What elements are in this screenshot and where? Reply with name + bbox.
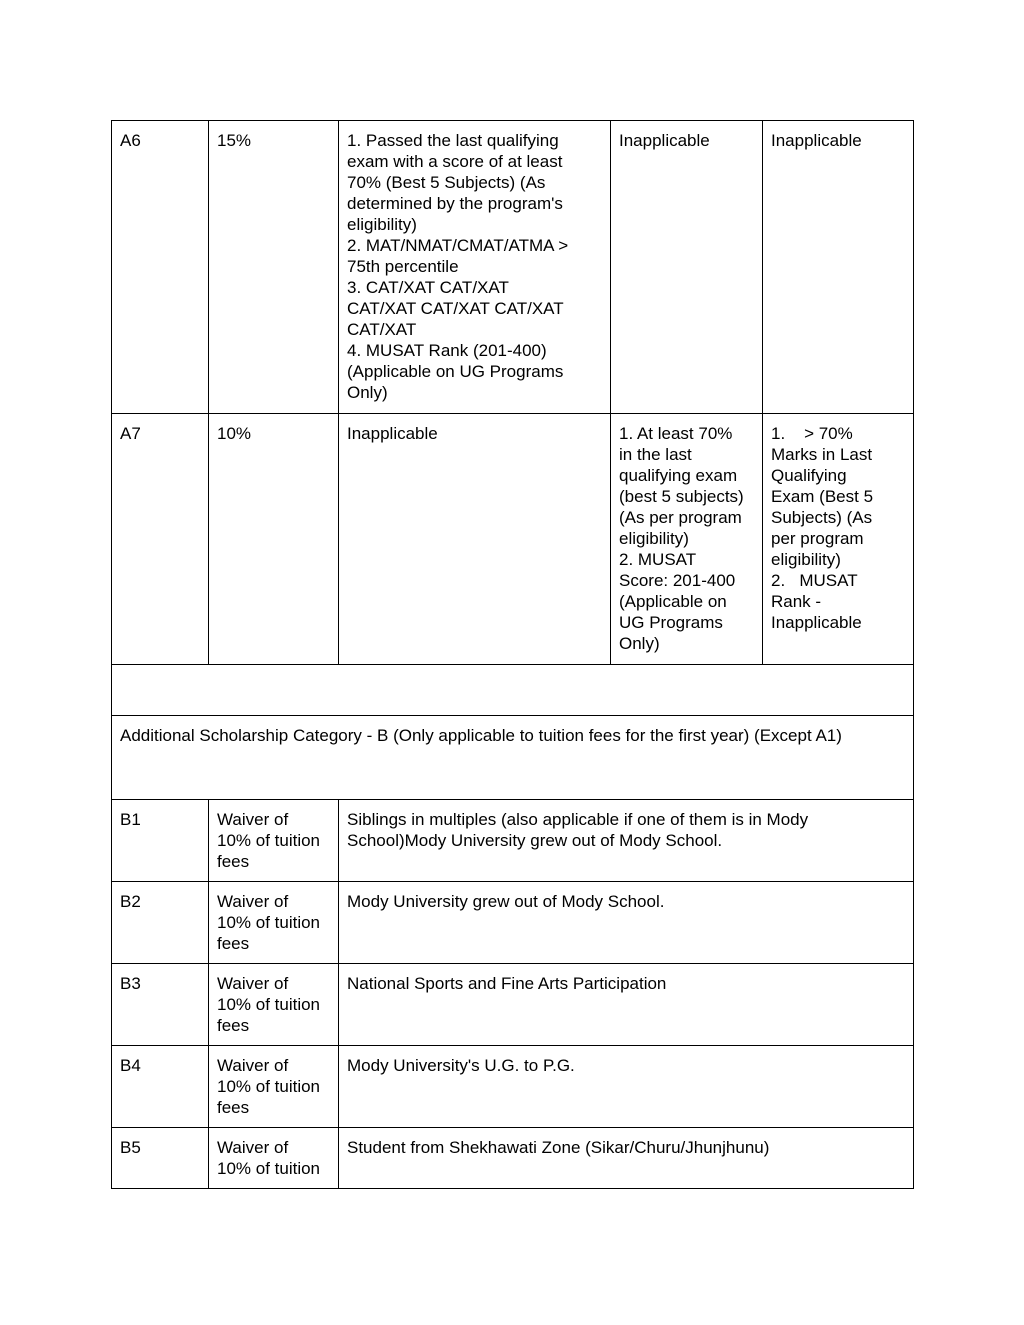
row-code-text: B3	[120, 974, 141, 993]
blank-cell	[112, 665, 914, 716]
criteria-line: 4. MUSAT Rank (201-400)	[347, 341, 547, 360]
category-b-heading-text: Additional Scholarship Category - B (Only applicable to tuition fees for the first year) (Except A1)	[120, 726, 842, 745]
waiver-line: 10% of tuition	[217, 1159, 321, 1178]
col5-line: Subjects) (As	[771, 508, 873, 527]
row-code	[112, 1046, 209, 1128]
waiver-line: fees	[217, 1098, 250, 1117]
row-description	[339, 964, 914, 1046]
row-code-text: B1	[120, 810, 141, 829]
waiver-line: 10% of tuition	[217, 831, 321, 850]
row-waiver	[209, 1128, 339, 1189]
col4-line: in the last	[619, 445, 692, 464]
col4-line: (Applicable on	[619, 592, 727, 611]
description-line: Siblings in multiples (also applicable if one of them is in Mody	[347, 810, 809, 829]
table-row-b1	[112, 800, 914, 882]
row-code	[112, 800, 209, 882]
row-percent-text: 10%	[217, 424, 252, 443]
table-row-a7	[112, 414, 914, 665]
criteria-line: 1. Passed the last qualifying	[347, 131, 559, 150]
criteria-line: determined by the program's	[347, 194, 563, 213]
row-code-text: B2	[120, 892, 141, 911]
table-row-a6	[112, 121, 914, 414]
description-line: Student from Shekhawati Zone (Sikar/Churu/Jhunjhunu)	[347, 1138, 770, 1157]
row-percent	[209, 414, 339, 665]
row-description	[339, 800, 914, 882]
col5-line: per program	[771, 529, 864, 548]
row-percent-text: 15%	[217, 131, 252, 150]
row-percent	[209, 121, 339, 414]
col4-line: 1. At least 70%	[619, 424, 733, 443]
description-line: Mody University grew out of Mody School.	[347, 892, 665, 911]
col5-line: 2. MUSAT	[771, 571, 858, 590]
waiver-line: Waiver of	[217, 892, 289, 911]
col4-line: UG Programs	[619, 613, 723, 632]
row-code-text: A7	[120, 424, 141, 443]
row-waiver	[209, 882, 339, 964]
row-code	[112, 414, 209, 665]
waiver-line: fees	[217, 934, 250, 953]
row-criteria-text: Inapplicable	[347, 424, 438, 443]
criteria-line: CAT/XAT	[347, 320, 417, 339]
criteria-line: 70% (Best 5 Subjects) (As	[347, 173, 546, 192]
criteria-line: Only)	[347, 383, 388, 402]
category-b-heading-row	[112, 716, 914, 800]
criteria-line: 75th percentile	[347, 257, 459, 276]
waiver-line: Waiver of	[217, 1138, 289, 1157]
row-waiver	[209, 964, 339, 1046]
table-row-b5	[112, 1128, 914, 1189]
row-code-text: B4	[120, 1056, 141, 1075]
col4-line: 2. MUSAT	[619, 550, 697, 569]
col5-line: Marks in Last	[771, 445, 873, 464]
criteria-line: CAT/XAT CAT/XAT CAT/XAT	[347, 299, 564, 318]
scholarship-table	[111, 120, 914, 1189]
row-code-text: A6	[120, 131, 141, 150]
col5-line: Qualifying	[771, 466, 847, 485]
row-criteria	[339, 414, 611, 665]
category-b-heading	[112, 716, 914, 800]
row-col4	[611, 414, 763, 665]
row-description	[339, 1128, 914, 1189]
description-line: School)Mody University grew out of Mody School.	[347, 831, 723, 850]
row-col4	[611, 121, 763, 414]
description-line: Mody University's U.G. to P.G.	[347, 1056, 575, 1075]
description-line: National Sports and Fine Arts Participation	[347, 974, 667, 993]
row-description	[339, 882, 914, 964]
row-code	[112, 882, 209, 964]
row-code-text: B5	[120, 1138, 141, 1157]
col4-line: (best 5 subjects)	[619, 487, 744, 506]
table-row-b2	[112, 882, 914, 964]
col4-line: (As per program	[619, 508, 742, 527]
row-code	[112, 1128, 209, 1189]
col4-line: Only)	[619, 634, 660, 653]
col4-line: eligibility)	[619, 529, 689, 548]
col5-line: eligibility)	[771, 550, 841, 569]
row-waiver	[209, 1046, 339, 1128]
row-code	[112, 121, 209, 414]
waiver-line: fees	[217, 852, 250, 871]
criteria-line: 3. CAT/XAT CAT/XAT	[347, 278, 509, 297]
criteria-line: (Applicable on UG Programs	[347, 362, 564, 381]
criteria-line: eligibility)	[347, 215, 417, 234]
row-col5	[763, 414, 914, 665]
row-col5	[763, 121, 914, 414]
waiver-line: Waiver of	[217, 974, 289, 993]
table-row-b4	[112, 1046, 914, 1128]
row-col5-text: Inapplicable	[771, 131, 862, 150]
waiver-line: fees	[217, 1016, 250, 1035]
row-waiver	[209, 800, 339, 882]
col5-line: Exam (Best 5	[771, 487, 874, 506]
waiver-line: 10% of tuition	[217, 1077, 321, 1096]
waiver-line: 10% of tuition	[217, 995, 321, 1014]
col5-line: 1. > 70%	[771, 424, 853, 443]
row-criteria	[339, 121, 611, 414]
col5-line: Inapplicable	[771, 613, 862, 632]
waiver-line: 10% of tuition	[217, 913, 321, 932]
col4-line: qualifying exam	[619, 466, 738, 485]
row-code	[112, 964, 209, 1046]
row-description	[339, 1046, 914, 1128]
table-row-b3	[112, 964, 914, 1046]
criteria-line: exam with a score of at least	[347, 152, 563, 171]
waiver-line: Waiver of	[217, 810, 289, 829]
waiver-line: Waiver of	[217, 1056, 289, 1075]
col4-line: Score: 201-400	[619, 571, 736, 590]
row-col4-text: Inapplicable	[619, 131, 710, 150]
col5-line: Rank -	[771, 592, 822, 611]
criteria-line: 2. MAT/NMAT/CMAT/ATMA >	[347, 236, 569, 255]
blank-row	[112, 665, 914, 716]
